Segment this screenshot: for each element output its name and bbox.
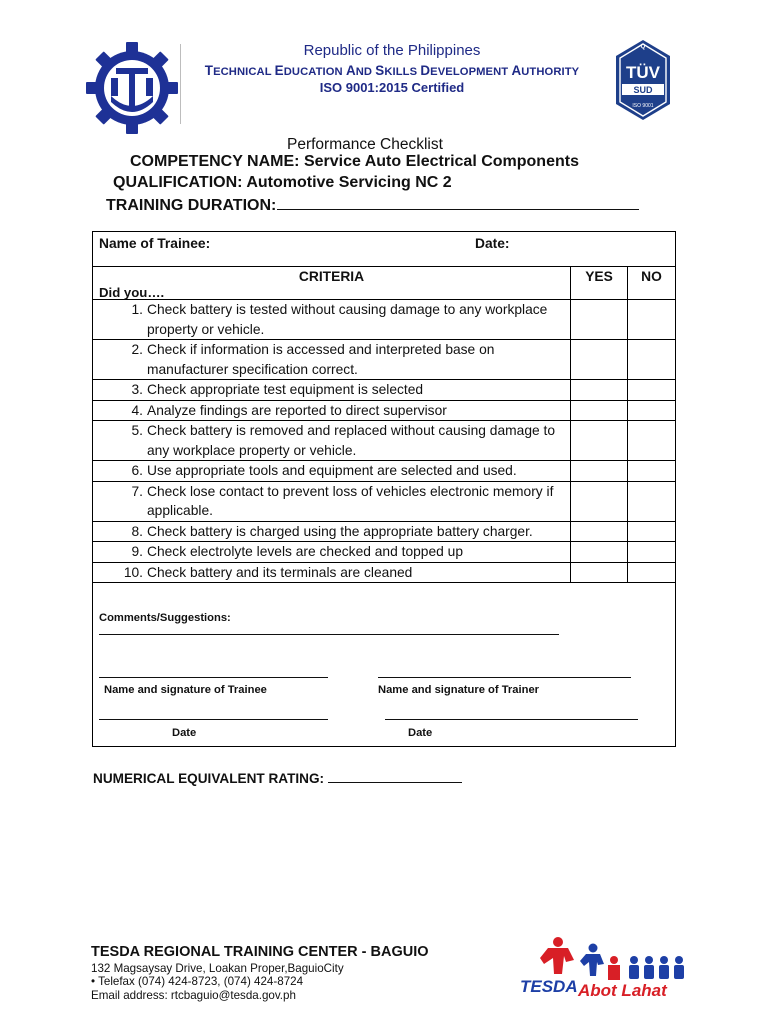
tesda-abot-lahat-logo	[518, 934, 696, 1000]
criteria-text: Check battery is removed and replaced without causing damage to any workplace property or vehicle.	[147, 423, 556, 458]
center-telefax: • Telefax (074) 424-8723, (074) 424-8724	[91, 975, 304, 988]
header-divider	[180, 44, 181, 124]
criteria-row	[93, 400, 676, 421]
trainee-date-label: Date:	[475, 236, 510, 251]
criteria-text-cell	[93, 461, 571, 482]
comments-line[interactable]	[99, 634, 559, 635]
criteria-text: Check if information is accessed and interpreted base on manufacturer specification correct.	[147, 342, 495, 377]
criteria-text: Check battery and its terminals are cleaned	[147, 564, 413, 580]
yes-header: YES	[571, 267, 628, 300]
training-duration-label: TRAINING DURATION:	[106, 197, 277, 214]
training-duration-blank[interactable]	[277, 195, 639, 210]
no-checkbox-cell[interactable]	[628, 400, 676, 421]
criteria-row	[93, 562, 676, 583]
training-center-name: TESDA REGIONAL TRAINING CENTER - BAGUIO	[91, 944, 429, 960]
criteria-number: 7.	[131, 483, 143, 499]
yes-checkbox-cell[interactable]	[571, 340, 628, 380]
no-checkbox-cell[interactable]	[628, 542, 676, 563]
agency-name-part: S	[375, 63, 385, 78]
svg-text:SUD: SUD	[633, 85, 653, 95]
criteria-number: 2.	[131, 342, 143, 357]
criteria-text: Analyze findings are reported to direct supervisor	[147, 402, 447, 418]
tuv-text: TÜV	[626, 63, 660, 82]
no-checkbox-cell[interactable]	[628, 521, 676, 542]
yes-checkbox-cell[interactable]	[571, 542, 628, 563]
header-republic: Republic of the Philippines	[303, 42, 481, 59]
criteria-number: 5.	[131, 423, 143, 438]
no-checkbox-cell[interactable]	[628, 340, 676, 380]
criteria-number: 10.	[123, 564, 143, 580]
tesda-wordmark: TESDA	[520, 977, 578, 996]
no-checkbox-cell[interactable]	[628, 481, 676, 521]
criteria-text-cell	[93, 400, 571, 421]
numerical-rating	[93, 771, 462, 786]
trainee-name-label: Name of Trainee:	[99, 236, 211, 251]
criteria-header-row	[93, 267, 676, 300]
criteria-header: CRITERIA	[298, 269, 365, 284]
no-checkbox-cell[interactable]	[628, 300, 676, 340]
trainer-date-line[interactable]	[385, 719, 638, 720]
agency-name-part: A	[345, 63, 356, 78]
criteria-row	[93, 300, 676, 340]
criteria-row	[93, 461, 676, 482]
criteria-text-cell	[93, 380, 571, 401]
trainer-date-caption: Date	[408, 727, 433, 739]
header-agency-name	[190, 63, 594, 78]
yes-checkbox-cell[interactable]	[571, 562, 628, 583]
yes-checkbox-cell[interactable]	[571, 421, 628, 461]
agency-name-part: T	[204, 63, 214, 78]
comments-signature-row	[93, 583, 676, 747]
svg-text:ISO 9001: ISO 9001	[632, 103, 654, 109]
trainee-signature-label: Name and signature of Trainee	[104, 684, 267, 696]
center-email: Email address: rtcbaguio@tesda.gov.ph	[91, 989, 296, 1002]
no-checkbox-cell[interactable]	[628, 461, 676, 482]
criteria-text: Check appropriate test equipment is selected	[147, 382, 424, 397]
criteria-number: 9.	[131, 544, 143, 559]
yes-checkbox-cell[interactable]	[571, 461, 628, 482]
criteria-text: Check battery is tested without causing damage to any workplace property or vehicle.	[147, 302, 548, 337]
criteria-text-cell	[93, 340, 571, 380]
comments-label: Comments/Suggestions:	[99, 612, 231, 624]
numerical-rating-blank[interactable]	[328, 771, 462, 783]
yes-checkbox-cell[interactable]	[571, 380, 628, 401]
criteria-number: 1.	[131, 302, 143, 317]
tuv-sud-logo	[612, 38, 674, 122]
criteria-text: Check battery is charged using the appropriate battery charger.	[147, 523, 533, 539]
criteria-row	[93, 340, 676, 380]
criteria-text-cell	[93, 521, 571, 542]
agency-name-part: EVELOPMENT	[430, 66, 512, 78]
trainer-signature-line[interactable]	[378, 677, 631, 678]
yes-checkbox-cell[interactable]	[571, 481, 628, 521]
qualification: QUALIFICATION: Automotive Servicing NC 2	[113, 174, 452, 191]
numerical-rating-label: NUMERICAL EQUIVALENT RATING:	[93, 771, 325, 786]
center-address: 132 Magsaysay Drive, Loakan Proper,BaguioCity	[91, 962, 344, 975]
criteria-row	[93, 380, 676, 401]
criteria-text-cell	[93, 542, 571, 563]
abot-lahat-wordmark: Abot Lahat	[578, 981, 667, 1000]
criteria-number: 8.	[131, 523, 143, 539]
criteria-number: 3.	[131, 382, 143, 397]
trainee-signature-line[interactable]	[99, 677, 328, 678]
criteria-text: Use appropriate tools and equipment are selected and used.	[147, 463, 517, 478]
trainee-date-line[interactable]	[99, 719, 328, 720]
criteria-row	[93, 521, 676, 542]
checklist-title: Performance Checklist	[287, 136, 443, 153]
agency-name-part: A	[511, 63, 522, 78]
competency-name: COMPETENCY NAME: Service Auto Electrical Components	[130, 153, 579, 170]
criteria-text-cell	[93, 562, 571, 583]
training-duration	[106, 195, 639, 215]
yes-checkbox-cell[interactable]	[571, 300, 628, 340]
trainer-signature-label: Name and signature of Trainer	[378, 684, 540, 696]
svg-text:Q: Q	[640, 44, 646, 50]
criteria-row	[93, 421, 676, 461]
criteria-text-cell	[93, 481, 571, 521]
criteria-text: Check lose contact to prevent loss of vehicles electronic memory if applicable.	[147, 483, 554, 518]
criteria-row	[93, 481, 676, 521]
criteria-text-cell	[93, 300, 571, 340]
criteria-number: 6.	[131, 463, 143, 478]
tesda-logo	[86, 42, 178, 134]
agency-name-part: E	[274, 63, 284, 78]
no-header: NO	[628, 267, 676, 300]
yes-checkbox-cell[interactable]	[571, 400, 628, 421]
agency-name-part: UTHORITY	[521, 66, 580, 78]
agency-name-part: ECHNICAL	[213, 66, 275, 78]
criteria-text-cell	[93, 421, 571, 461]
header-iso-certified: ISO 9001:2015 Certified	[319, 80, 465, 95]
agency-name-part: ND	[355, 66, 376, 78]
agency-name-part: KILLS	[384, 66, 421, 78]
no-checkbox-cell[interactable]	[628, 562, 676, 583]
trainee-date-caption: Date	[172, 727, 197, 739]
did-you-label: Did you….	[99, 285, 165, 300]
no-checkbox-cell[interactable]	[628, 421, 676, 461]
agency-name-part: D	[420, 63, 431, 78]
yes-checkbox-cell[interactable]	[571, 521, 628, 542]
performance-checklist-table	[92, 231, 676, 747]
trainee-row	[93, 232, 676, 267]
criteria-text: Check electrolyte levels are checked and topped up	[147, 544, 463, 559]
criteria-number: 4.	[131, 402, 143, 418]
no-checkbox-cell[interactable]	[628, 380, 676, 401]
agency-name-part: DUCATION	[283, 66, 346, 78]
criteria-row	[93, 542, 676, 563]
